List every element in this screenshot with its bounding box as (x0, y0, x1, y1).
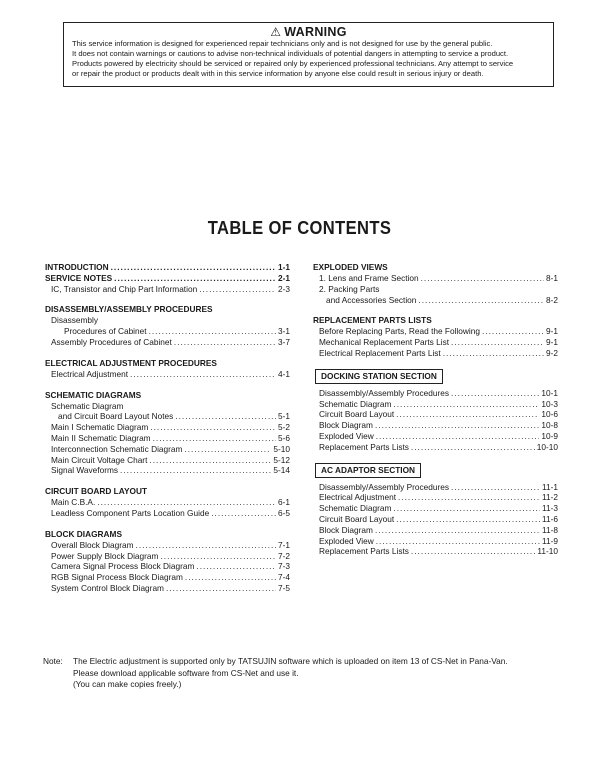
note-label: Note: (43, 656, 63, 666)
toc-entry-service-notes[interactable]: SERVICE NOTES ..... 2-1 (45, 273, 290, 284)
toc-entry[interactable]: Before Replacing Parts, Read the Following ..... 9-1 (313, 326, 558, 337)
toc-entry[interactable]: Schematic Diagram ..... 11-3 (313, 503, 558, 514)
toc-entry[interactable]: Overall Block Diagram ..... 7-1 (45, 540, 290, 551)
warning-box (63, 22, 554, 87)
note-line: (You can make copies freely.) (73, 679, 182, 689)
toc-entry[interactable]: Main C.B.A. ..... 6-1 (45, 497, 290, 508)
toc-section-disassembly: DISASSEMBLY/ASSEMBLY PROCEDURES (45, 304, 213, 315)
toc-entry[interactable]: Leadless Component Parts Location Guide ..... 6-5 (45, 508, 290, 519)
toc-entry[interactable]: Electrical Replacement Parts List ..... 9-2 (313, 348, 558, 359)
warning-line: This service information is designed for experienced repair technicians only and is not designed for use by the general public. (72, 39, 493, 48)
toc-entry[interactable]: Main Circuit Voltage Chart ..... 5-12 (45, 455, 290, 466)
toc-entry[interactable]: Block Diagram ..... 11-8 (313, 525, 558, 536)
toc-entry[interactable]: Exploded View ..... 10-9 (313, 431, 558, 442)
toc-entry[interactable]: Camera Signal Process Block Diagram ..... 7-3 (45, 561, 290, 572)
toc-entry[interactable]: RGB Signal Process Block Diagram ..... 7-4 (45, 572, 290, 583)
toc-entry[interactable]: Power Supply Block Diagram ..... 7-2 (45, 551, 290, 562)
toc-entry[interactable]: Signal Waveforms ..... 5-14 (45, 465, 290, 476)
toc-entry[interactable]: System Control Block Diagram ..... 7-5 (45, 583, 290, 594)
warning-title: ⚠ WARNING (270, 25, 347, 39)
toc-entry[interactable]: Replacement Parts Lists ..... 10-10 (313, 442, 558, 453)
warning-line: Products powered by electricity should be serviced or repaired only by experienced professional technicians. Any attempt to service (72, 59, 514, 68)
toc-section-schematic: SCHEMATIC DIAGRAMS (45, 389, 142, 400)
note-line: The Electric adjustment is supported only by TATSUJIN software which is uploaded on item 13 of CS-Net in Pana-Van. (73, 656, 508, 666)
toc-title: TABLE OF CONTENTS (207, 218, 392, 238)
toc-entry-ic-info[interactable]: IC, Transistor and Chip Part Information ..... 2-3 (45, 284, 290, 295)
footer-note (43, 656, 508, 691)
toc-entry[interactable]: Disassembly/Assembly Procedures ..... 10-1 (313, 388, 558, 399)
toc-entry-accessories[interactable]: and Accessories Section ..... 8-2 (313, 295, 558, 306)
toc-section-block-diagrams: BLOCK DIAGRAMS (45, 528, 122, 539)
warning-line: It does not contain warnings or cautions to advise non-technical individuals of potential dangers in attempting to service a product. (72, 49, 509, 58)
toc-entry[interactable]: Exploded View ..... 11-9 (313, 536, 558, 547)
toc-entry[interactable]: Schematic Diagram ..... 10-3 (313, 399, 558, 410)
toc-entry[interactable]: Circuit Board Layout ..... 10-6 (313, 409, 558, 420)
toc-entry[interactable]: Mechanical Replacement Parts List ..... 9-1 (313, 337, 558, 348)
toc-entry[interactable]: Replacement Parts Lists ..... 11-10 (313, 546, 558, 557)
toc-section-docking-station: DOCKING STATION SECTION (315, 369, 443, 384)
toc-left-column (45, 262, 290, 594)
warning-line: or repair the product or products dealt with in this service information by anyone else could result in serious injury or death. (72, 69, 484, 78)
warning-triangle-icon: ⚠ (270, 25, 282, 39)
toc-entry-introduction[interactable]: INTRODUCTION ..... 1-1 (45, 262, 290, 273)
toc-entry[interactable]: Main II Schematic Diagram ..... 5-6 (45, 433, 290, 444)
toc-section-exploded-views: EXPLODED VIEWS (313, 262, 388, 272)
toc-entry[interactable]: Electrical Adjustment ..... 11-2 (313, 492, 558, 503)
toc-subhead-disassembly: Disassembly (51, 315, 99, 326)
toc-entry-procedures-of-cabinet[interactable]: Procedures of Cabinet ..... 3-1 (45, 326, 290, 337)
toc-entry[interactable]: Circuit Board Layout ..... 11-6 (313, 514, 558, 525)
toc-entry-lens-frame[interactable]: 1. Lens and Frame Section ..... 8-1 (313, 273, 558, 284)
note-line: Please download applicable software from CS-Net and use it. (73, 667, 299, 678)
toc-section-electrical: ELECTRICAL ADJUSTMENT PROCEDURES (45, 357, 217, 368)
toc-section-circuit-board: CIRCUIT BOARD LAYOUT (45, 486, 148, 497)
toc-right-column (313, 262, 558, 557)
toc-entry[interactable]: Interconnection Schematic Diagram ..... 5-10 (45, 444, 290, 455)
toc-entry-assembly-procedures[interactable]: Assembly Procedures of Cabinet ..... 3-7 (45, 337, 290, 348)
toc-entry[interactable]: and Circuit Board Layout Notes ..... 5-1 (45, 411, 290, 422)
toc-entry[interactable]: Main I Schematic Diagram ..... 5-2 (45, 422, 290, 433)
toc-section-ac-adaptor: AC ADAPTOR SECTION (315, 463, 421, 478)
toc-entry[interactable]: Disassembly/Assembly Procedures ..... 11-1 (313, 482, 558, 493)
toc-entry-electrical-adjustment[interactable]: Electrical Adjustment ..... 4-1 (45, 369, 290, 380)
toc-entry[interactable]: Block Diagram ..... 10-8 (313, 420, 558, 431)
toc-subhead-packing: 2. Packing Parts (319, 283, 380, 294)
toc-section-replacement-parts: REPLACEMENT PARTS LISTS (313, 315, 432, 326)
toc-subhead-schematic: Schematic Diagram (51, 400, 124, 411)
